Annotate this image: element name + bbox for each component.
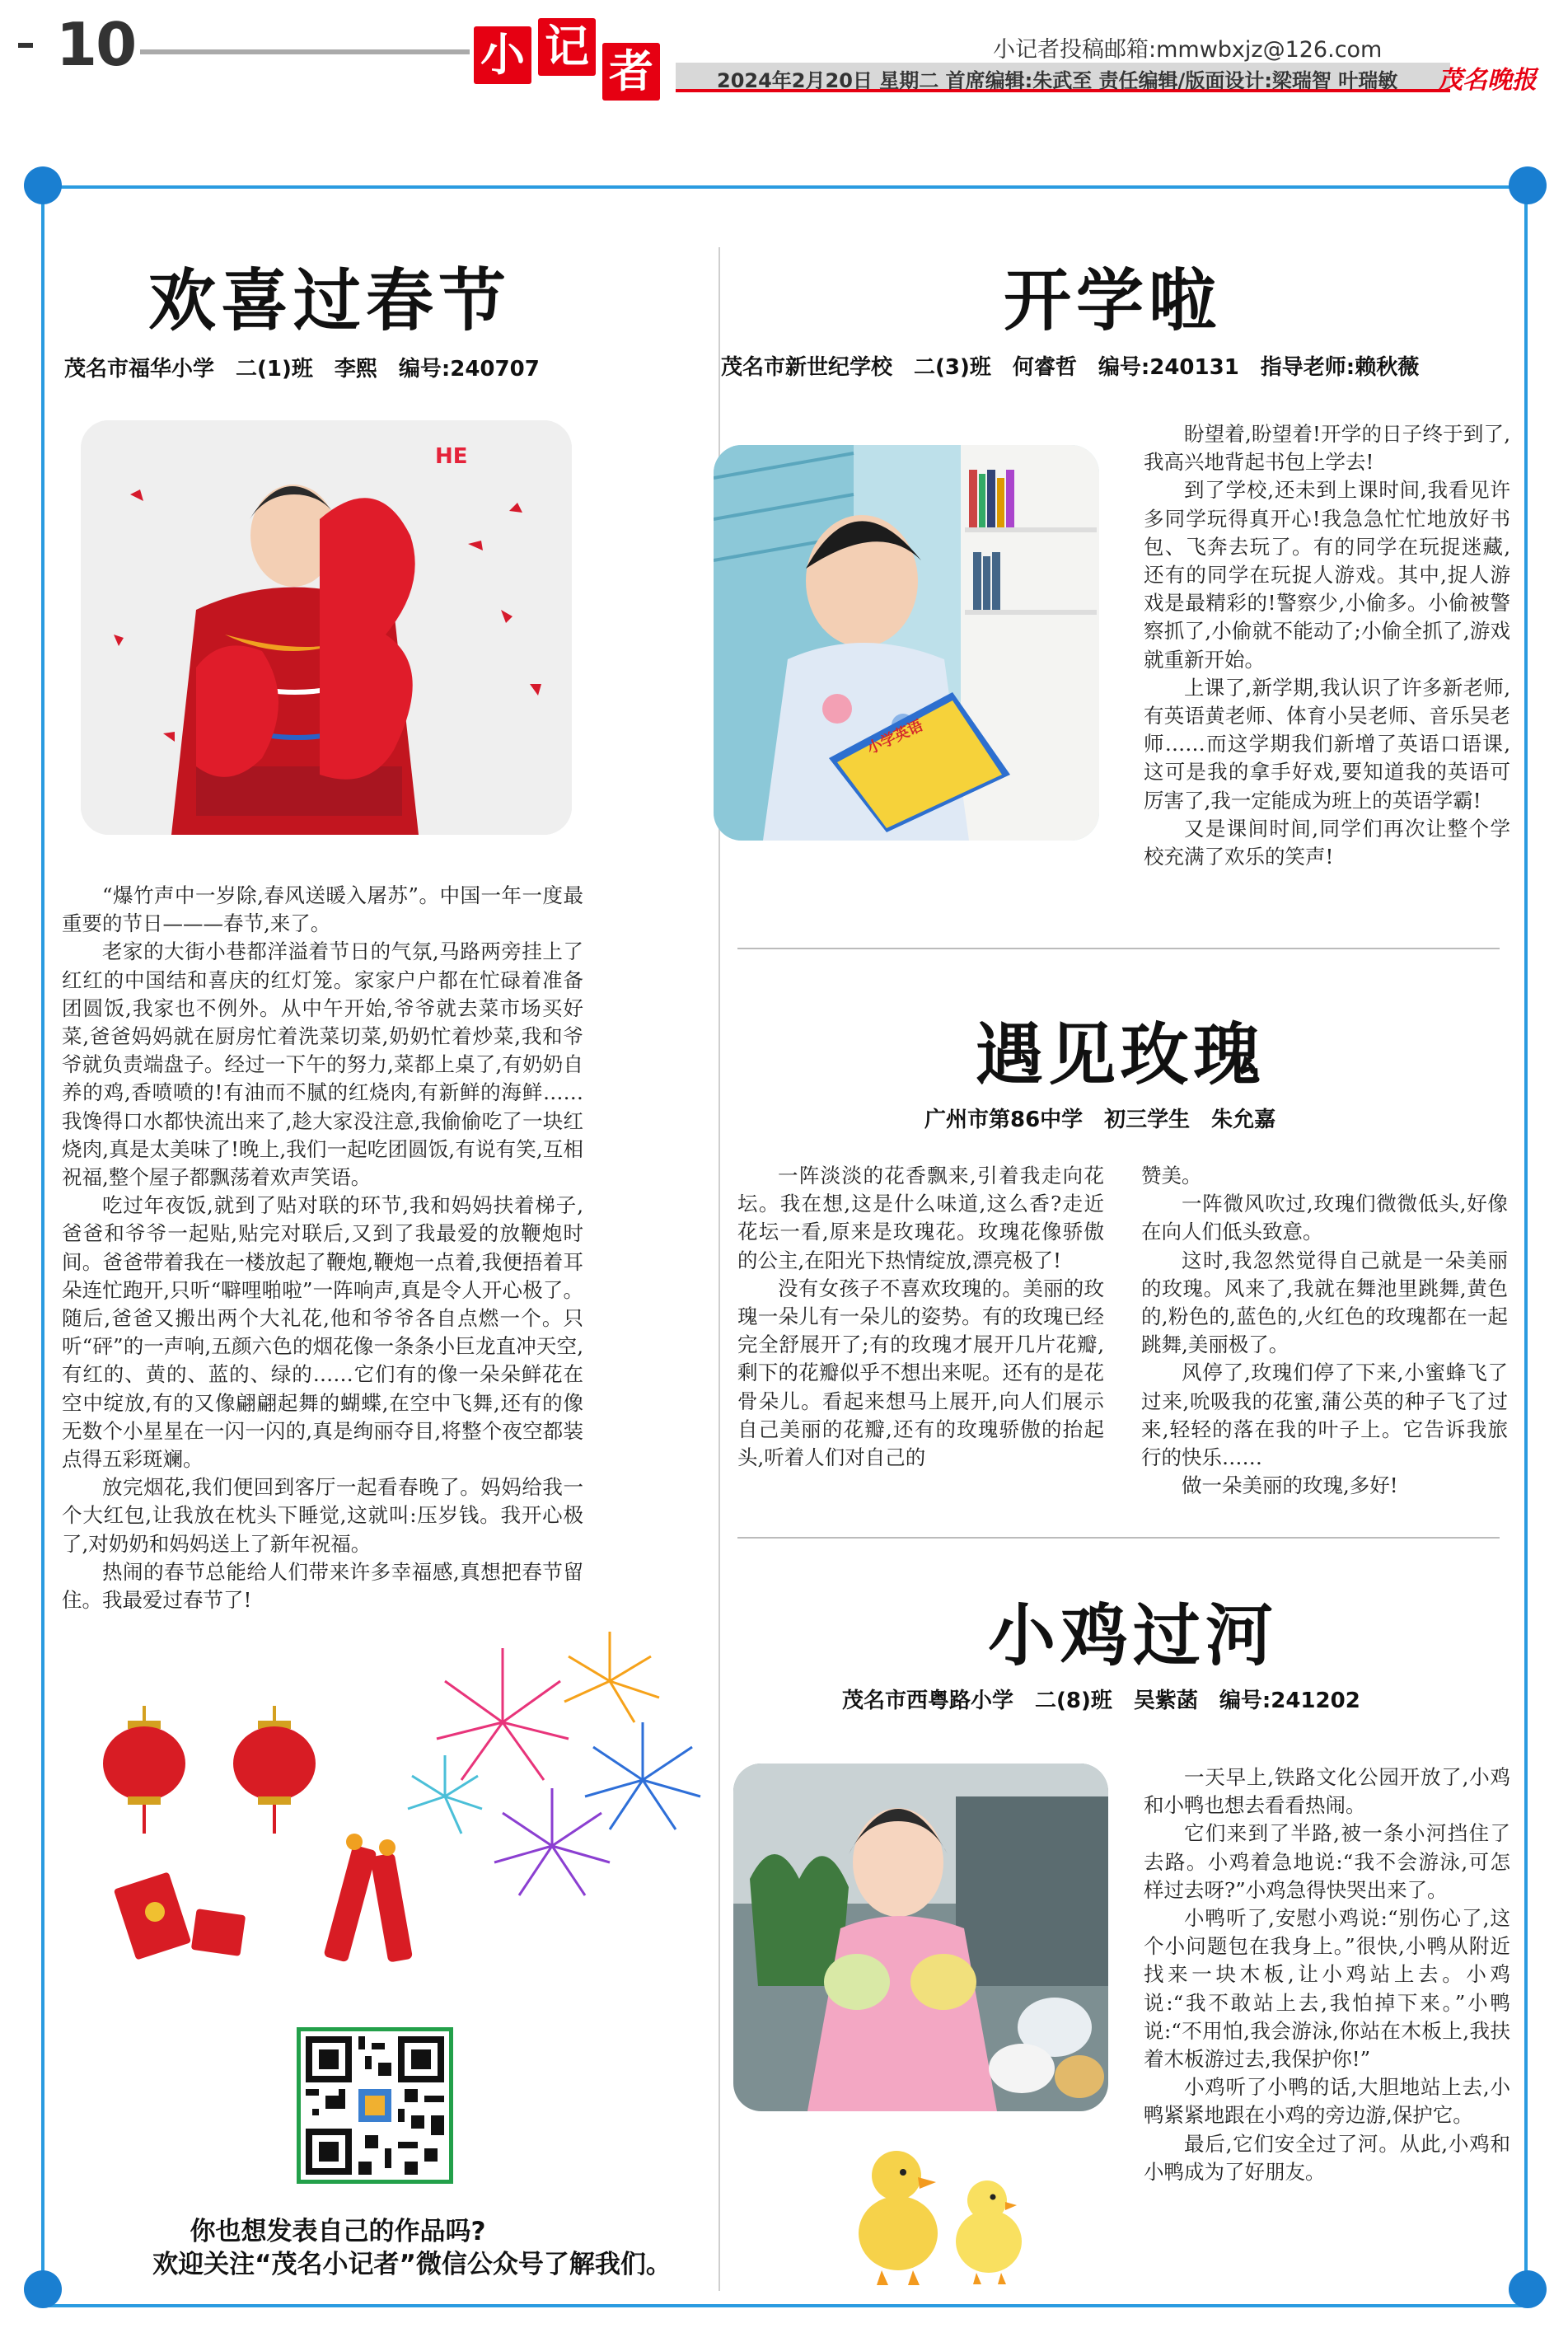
article-body-right [1141, 1162, 1508, 1500]
duckling-icon [859, 2151, 938, 2285]
article-title: 欢喜过春节 [147, 261, 511, 340]
frame-corner-dot [1509, 2270, 1547, 2308]
wechat-qr-code[interactable] [297, 2027, 453, 2184]
firecracker-icon [323, 1834, 413, 1963]
column-title [474, 18, 667, 101]
article-paragraph: 到了学校,还未到上课时间,我看见许多同学玩得真开心!我急急忙忙地放好书包、飞奔去玩了。有的同学在玩捉迷藏,还有的同学在玩捉人游戏。其中,捉人游戏是最精彩的!警察少,小偷多。小偷被警察抓了,小偷就不能动了;小偷全抓了,游戏就重新开始。 [1144, 478, 1510, 672]
column-char-1: 小 [474, 26, 531, 84]
article-paragraph: 没有女孩子不喜欢玫瑰的。美丽的玫瑰一朵儿有一朵儿的姿势。有的玫瑰已经完全舒展开了;有的玫瑰才展开几片花瓣,剩下的花瓣似乎不想出来呢。还有的是花骨朵儿。看起来想马上展开,向人们展示自己美丽的花瓣,还有的玫瑰骄傲的抬起头,听着人们对自己的 [737, 1276, 1104, 1470]
submission-email: 小记者投稿邮箱:mmwbxjz@126.com [993, 37, 1383, 63]
article-body-left [737, 1162, 1104, 1472]
article-photo-boy-reading [714, 445, 1099, 841]
book-cover-text: 小学英语 [864, 717, 926, 758]
chick-icon [956, 2180, 1022, 2284]
firework-icon [408, 1632, 700, 1895]
page-number: 10 [18, 10, 142, 76]
section-divider [737, 948, 1500, 949]
article-paragraph: 它们来到了半路,被一条小河挡住了去路。小鸡着急地说:“我不会游泳,可怎样过去呀?”小鸡急得快哭出来了。 [1144, 1821, 1510, 1902]
article-byline: 茂名市新世纪学校 二(3)班 何睿哲 编号:240131 指导老师:赖秋薇 [721, 355, 1420, 380]
article-paragraph: 放完烟花,我们便回到客厅一起看春晚了。妈妈给我一个大红包,让我放在枕头下睡觉,这就叫:压岁钱。我开心极了,对奶奶和妈妈送上了新年祝福。 [62, 1475, 583, 1556]
boy-holding-red-decoration-illustration [81, 420, 572, 835]
article-paragraph: 老家的大街小巷都洋溢着节日的气氛,马路两旁挂上了红红的中国结和喜庆的红灯笼。家家户户都在忙碌着准备团圆饭,我家也不例外。从中午开始,爷爷就去菜市场买好菜,爸爸妈妈就在厨房忙着洗菜切菜,奶奶忙着炒菜,我和爷爷就负责端盘子。经过一下午的努力,菜都上桌了,有奶奶自养的鸡,香喷喷的!有油而不腻的红烧肉,有新鲜的海鲜……我馋得口水都快流出来了,趁大家没注意,我偷偷吃了一块红烧肉,真是太美味了!晚上,我们一起吃团圆饭,有说有笑,互相祝福,整个屋子都飘荡着欢声笑语。 [62, 939, 583, 1190]
section-divider [737, 1537, 1500, 1539]
article-paragraph: 一天早上,铁路文化公园开放了,小鸡和小鸭也想去看看热闹。 [1144, 1765, 1510, 1818]
article-photo-girl-pink-dress [733, 1764, 1108, 2111]
red-envelope-icon [114, 1871, 246, 1960]
red-lantern-icon [233, 1706, 316, 1834]
article-paragraph: 热闹的春节总能给人们带来许多幸福感,真想把春节留住。我最爱过春节了! [62, 1559, 583, 1613]
article-paragraph: 一阵淡淡的花香飘来,引着我走向花坛。我在想,这是什么味道,这么香?走近花坛一看,原来是玫瑰花。玫瑰花像骄傲的公主,在阳光下热情绽放,漂亮极了! [737, 1164, 1104, 1272]
article-body [62, 882, 583, 1614]
article-paragraph: 这时,我忽然觉得自己就是一朵美丽的玫瑰。风来了,我就在舞池里跳舞,黄色的,粉色的,蓝色的,火红色的玫瑰都在一起跳舞,美丽极了。 [1141, 1248, 1508, 1357]
footer-question: 你也想发表自己的作品吗? [190, 2217, 486, 2246]
article-paragraph: 做一朵美丽的玫瑰,多好! [1182, 1473, 1398, 1498]
article-photo-boy-red-sweater [81, 420, 572, 835]
article-title: 开学啦 [1003, 261, 1221, 340]
article-body [1144, 420, 1510, 871]
article-byline: 广州市第86中学 初三学生 朱允嘉 [924, 1108, 1276, 1132]
boy-reading-book-illustration [714, 445, 1099, 841]
article-paragraph: 小鸭听了,安慰小鸡说:“别伤心了,这个小问题包在我身上。”很快,小鸭从附近找来一块木板,让小鸡站上去。小鸡说:“我不敢站上去,我怕掉下来。”小鸭说:“不用怕,我会游泳,你站在木板上,我扶着木板游过去,我保护你!” [1144, 1906, 1510, 2072]
frame-corner-dot [1509, 166, 1547, 204]
article-paragraph: 风停了,玫瑰们停了下来,小蜜蜂飞了过来,吮吸我的花蜜,蒲公英的种子飞了过来,轻轻的落在我的叶子上。它告诉我旅行的快乐…… [1141, 1361, 1508, 1470]
article-paragraph: 最后,它们安全过了河。从此,小鸡和小鸭成为了好朋友。 [1144, 2131, 1510, 2184]
article-paragraph: “爆竹声中一岁除,春风送暖入屠苏”。中国一年一度最重要的节日———春节,来了。 [62, 883, 583, 936]
article-paragraph: 盼望着,盼望着!开学的日子终于到了,我高兴地背起书包上学去! [1144, 422, 1510, 475]
header-rule [140, 49, 470, 54]
column-char-3: 者 [602, 43, 660, 101]
girl-holding-gifts-illustration [733, 1764, 1108, 2111]
article-title: 遇见玫瑰 [975, 1015, 1266, 1094]
column-char-2: 记 [538, 18, 596, 76]
article-paragraph: 又是课间时间,同学们再次让整个学校充满了欢乐的笑声! [1144, 816, 1510, 869]
article-paragraph: 上课了,新学期,我认识了许多新老师,有英语黄老师、体育小吴老师、音乐吴老师……而这学期我们新增了英语口语课,这可是我的拿手好戏,要知道我的英语可厉害了,我一定能成为班上的英语学霸! [1144, 675, 1510, 813]
article-paragraph: 一阵微风吹过,玫瑰们微微低头,好像在向人们低头致意。 [1141, 1192, 1508, 1244]
chick-illustrations [849, 2134, 1038, 2291]
article-byline: 茂名市西粤路小学 二(8)班 吴紫菡 编号:241202 [842, 1689, 1360, 1713]
paper-logo: 茂名晚报 [1438, 66, 1537, 95]
qr-code-pattern [306, 2036, 444, 2175]
article-body [1144, 1764, 1510, 2186]
article-paragraph: 吃过年夜饭,就到了贴对联的环节,我和妈妈扶着梯子,爸爸和爷爷一起贴,贴完对联后,又到了我最爱的放鞭炮时间。爸爸带着我在一楼放起了鞭炮,鞭炮一点着,我便捂着耳朵连忙跑开,只听“噼哩啪啦”一阵响声,真是令人开心极了。随后,爸爸又搬出两个大礼花,他和爷爷各自点燃一个。只听“砰”的一声响,五颜六色的烟花像一条条小巨龙直冲天空,有红的、黄的、蓝的、绿的……它们有的像一朵朵鲜花在空中绽放,有的又像翩翩起舞的蝴蝶,在空中飞舞,还有的像无数个小星星在一闪一闪的,真是绚丽夺目,将整个夜空都装点得五彩斑斓。 [62, 1193, 583, 1472]
footer-follow-prompt: 欢迎关注“茂名小记者”微信公众号了解我们。 [152, 2250, 672, 2279]
issue-info: 2024年2月20日 星期二 首席编辑:朱武至 责任编辑/版面设计:梁瑞智 叶瑞敏 [717, 69, 1398, 92]
article-byline: 茂名市福华小学 二(1)班 李熙 编号:240707 [64, 357, 540, 382]
article-paragraph-continuation: 赞美。 [1141, 1164, 1202, 1187]
frame-corner-dot [24, 2270, 62, 2308]
photo-caption-mark: HE [435, 444, 468, 469]
article-paragraph: 小鸡听了小鸭的话,大胆地站上去,小鸭紧紧地跟在小鸡的旁边游,保护它。 [1144, 2075, 1510, 2128]
frame-corner-dot [24, 166, 62, 204]
article-title: 小鸡过河 [987, 1596, 1278, 1675]
red-lantern-icon [103, 1706, 185, 1834]
